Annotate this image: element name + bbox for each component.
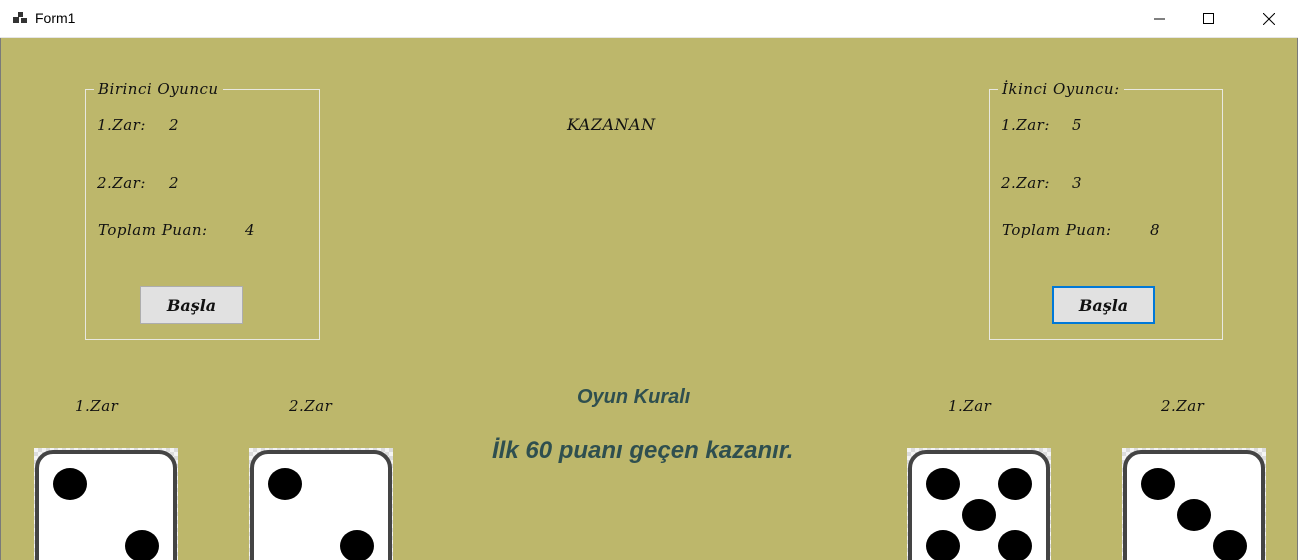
app-icon [12,11,28,27]
rules-title: Oyun Kuralı [577,386,691,408]
player2-total-value: 8 [1150,221,1161,239]
player1-die1-value: 2 [169,116,180,134]
die-pip [1177,499,1211,531]
die-face-icon [907,448,1051,560]
player1-die2-value: 2 [169,174,180,192]
die-pip [998,468,1032,500]
player2-total-label: Toplam Puan: [1002,221,1112,239]
player2-group-title: İkinci Oyuncu: [998,80,1124,98]
player2-die1-label: 1.Zar: [1001,116,1050,134]
minimize-button[interactable] [1137,0,1183,38]
player1-die2-label: 2.Zar: [97,174,146,192]
die-image [907,448,1051,560]
player2-die2-value: 3 [1072,174,1083,192]
die-pip [53,468,87,500]
title-bar [0,0,1298,38]
die-face-icon [1122,448,1266,560]
die-caption: 2.Zar [289,397,333,415]
close-icon [1263,13,1275,25]
die-pip [1141,468,1175,500]
maximize-button[interactable] [1186,0,1232,38]
form-client-area [0,38,1298,560]
winner-label: KAZANAN [567,115,656,134]
die-image [34,448,178,560]
die-pip [268,468,302,500]
die-caption: 1.Zar [75,397,119,415]
die-image [1122,448,1266,560]
die-image [249,448,393,560]
rules-text: İlk 60 puanı geçen kazanır. [492,437,794,464]
player1-group [85,80,320,340]
player1-total-value: 4 [245,221,256,239]
maximize-icon [1203,13,1215,25]
player1-die1-label: 1.Zar: [97,116,146,134]
die-caption: 1.Zar [948,397,992,415]
die-face-icon [249,448,393,560]
player1-start-button[interactable]: Başla [140,286,243,324]
player2-die1-value: 5 [1072,116,1083,134]
die-caption: 2.Zar [1161,397,1205,415]
player2-die2-label: 2.Zar: [1001,174,1050,192]
close-button[interactable] [1246,0,1292,38]
player2-group [989,80,1223,340]
player1-total-label: Toplam Puan: [98,221,208,239]
player1-group-title: Birinci Oyuncu [94,80,223,98]
minimize-icon [1154,13,1166,25]
die-pip [926,468,960,500]
window-title: Form1 [35,10,76,26]
die-pip [962,499,996,531]
die-face-icon [34,448,178,560]
player2-start-button[interactable]: Başla [1052,286,1155,324]
